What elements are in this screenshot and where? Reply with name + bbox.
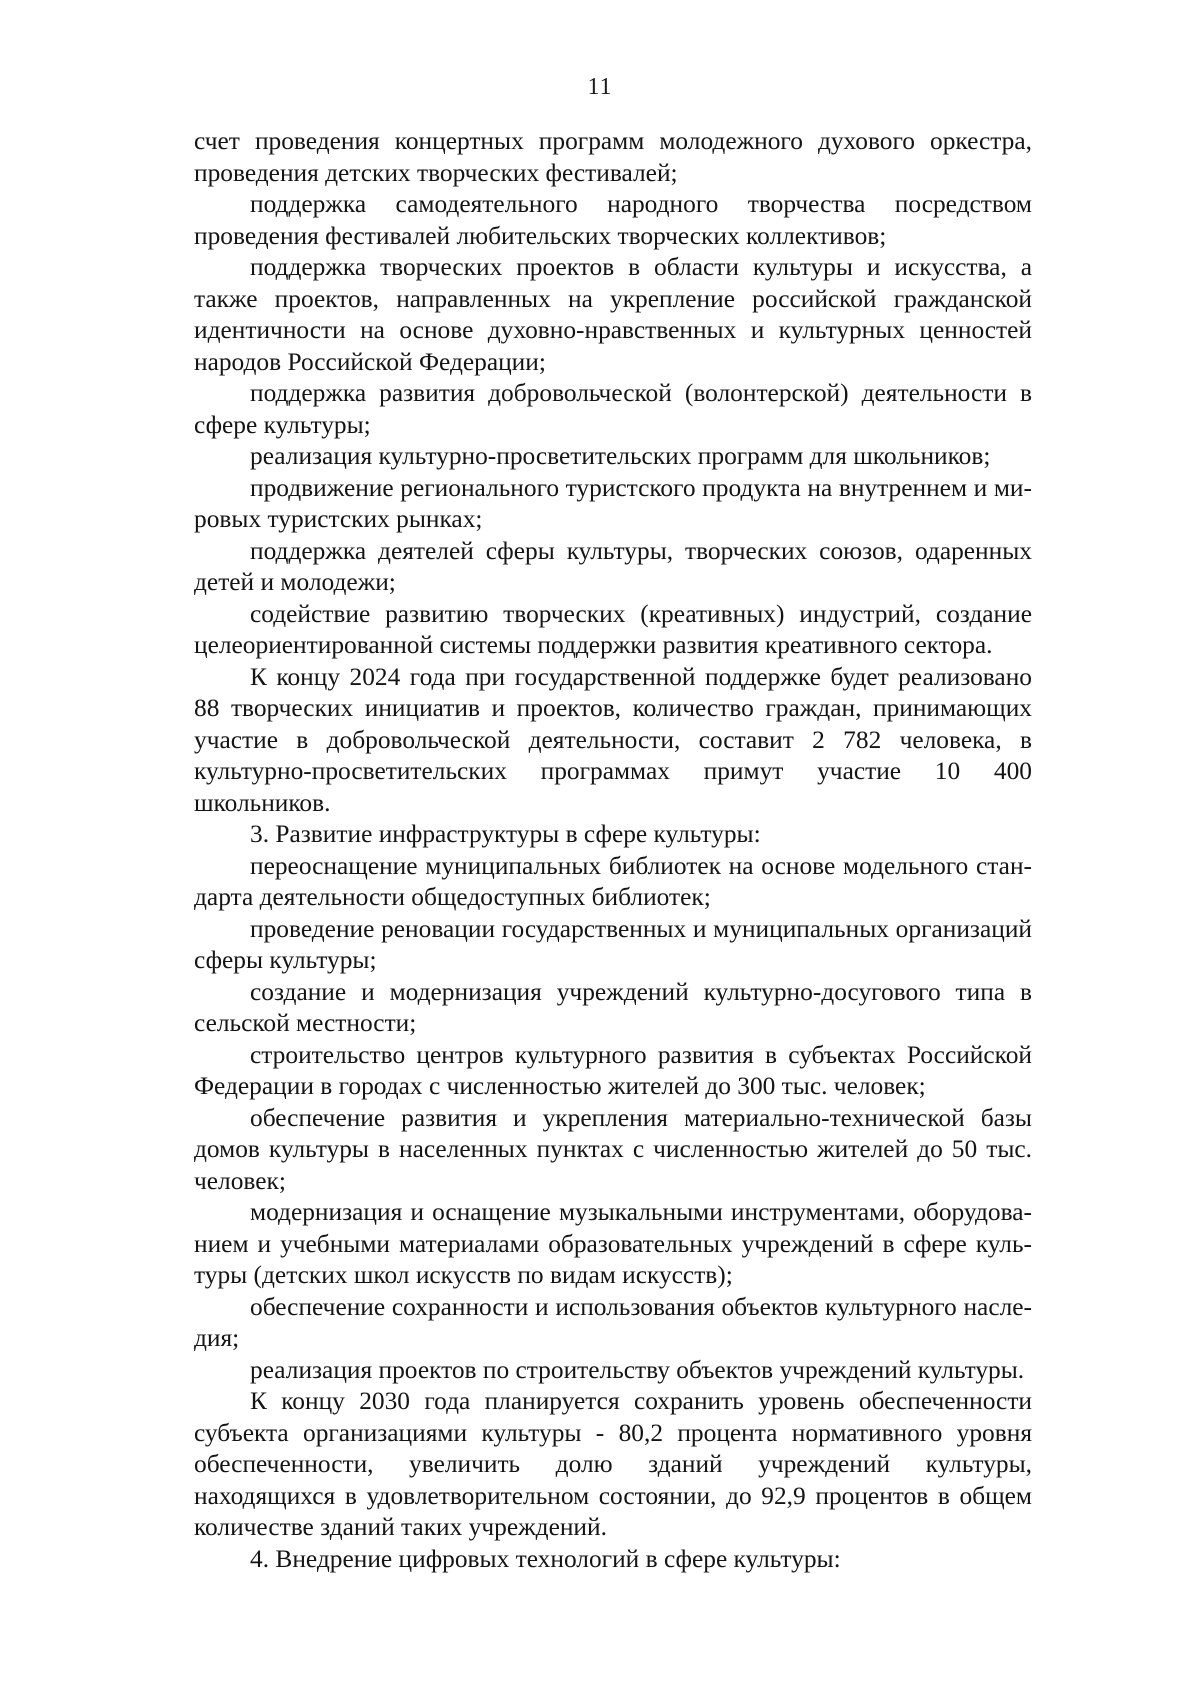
paragraph: переоснащение муниципальных библиотек на основе модельного стандарта деятельности общедоступных библиотек; xyxy=(194,851,1032,911)
paragraph: содействие развитию творческих (креативных) индустрий, создание целеориентированной системы поддержки развития креативного сектора. xyxy=(194,599,1032,659)
paragraph: реализация проектов по строительству объектов учреждений культуры. xyxy=(250,1355,1025,1384)
paragraph: К концу 2030 года планируется сохранить уровень обеспеченности субъекта организациями культуры - 80,2 процента нормативного уровня обеспеченности, увеличить долю зданий учреждений культуры, находящихся в удовлетворительном состоянии, до 92,9 процентов в общем количестве зданий таких учреждений. xyxy=(194,1387,1032,1541)
section-heading: 3. Развитие инфраструктуры в сфере культуры: xyxy=(250,820,761,848)
paragraph: строительство центров культурного развития в субъектах Российской Федерации в городах с численностью жителей до 300 тыс. человек; xyxy=(194,1040,1032,1100)
paragraph: обеспечение развития и укрепления материально-технической базы домов культуры в населенных пунктах с численностью жителей до 50 тыс. человек; xyxy=(194,1103,1032,1195)
paragraph: поддержка творческих проектов в области культуры и искусства, а также проектов, направленных на укрепление российской гражданской идентичности на основе духовно-нравственных и культурных ценностей народов Российской Федерации; xyxy=(194,253,1032,376)
paragraph: поддержка деятелей сферы культуры, творческих союзов, одаренных детей и молодежи; xyxy=(194,536,1032,596)
paragraph: поддержка самодеятельного народного творчества посредством проведения фестивалей любительских творческих коллективов; xyxy=(194,190,1032,250)
paragraph: реализация культурно-просветительских программ для школьников; xyxy=(250,442,991,470)
paragraph: К концу 2024 года при государственной поддержке будет реализовано 88 творческих инициатив и проектов, количество граждан, принимающих участие в добровольческой деятельности, составит 2 782 человека, в культурно-просветительских программах примут участие 10 400 школьников. xyxy=(194,662,1032,817)
section-heading: 4. Внедрение цифровых технологий в сфере культуры: xyxy=(250,1544,841,1573)
paragraph: счет проведения концертных программ молодежного духового оркестра, проведения детских творческих фестивалей; xyxy=(194,127,1032,187)
paragraph: продвижение регионального туристского продукта на внутреннем и мировых туристских рынках; xyxy=(194,473,1032,533)
paragraph: создание и модернизация учреждений культурно-досугового типа в сельской местности; xyxy=(194,977,1032,1037)
paragraph: поддержка развития добровольческой (волонтерской) деятельности в сфере культуры; xyxy=(194,379,1032,439)
page-number: 11 xyxy=(587,74,613,100)
paragraph: проведение реновации государственных и муниципальных организаций сферы культуры; xyxy=(194,914,1032,974)
paragraph: обеспечение сохранности и использования объектов культурного наследия; xyxy=(194,1292,1032,1352)
document-body xyxy=(194,126,1032,1575)
paragraph: модернизация и оснащение музыкальными инструментами, оборудованием и учебными материалами образовательных учреждений в сфере культуры (детских школ искусств по видам искусств); xyxy=(194,1198,1032,1289)
